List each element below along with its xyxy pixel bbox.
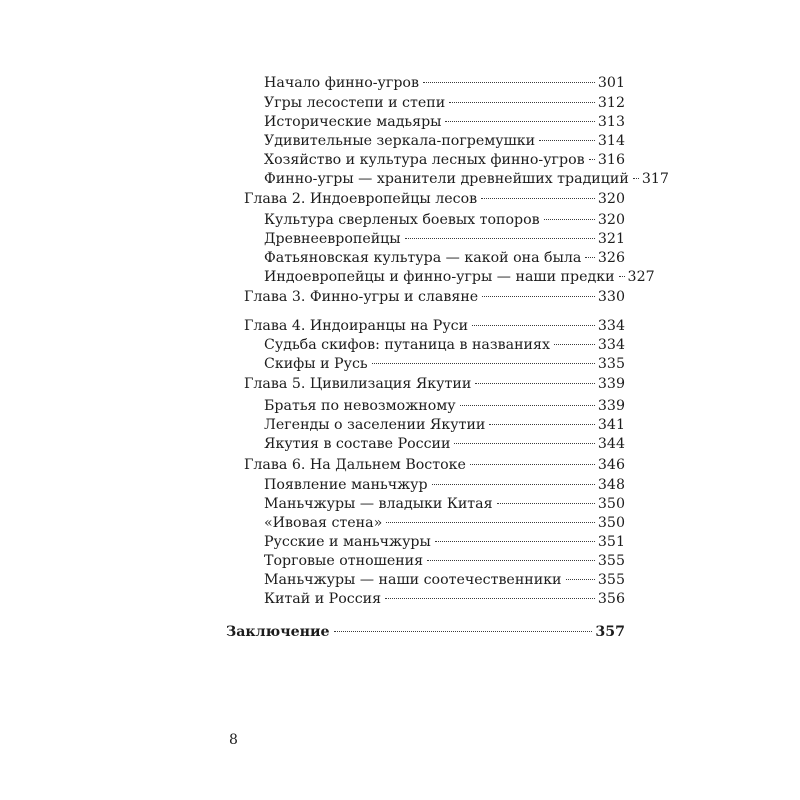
toc-conclusion-entry (226, 622, 625, 642)
toc-entry-page: 357 (595, 624, 625, 640)
toc-entry-page: 339 (597, 376, 625, 392)
dot-leader (589, 159, 595, 160)
dot-leader (470, 464, 595, 465)
dot-leader (460, 405, 595, 406)
dot-leader (449, 102, 595, 103)
toc-entry-page: 320 (597, 191, 625, 207)
toc-section-entry (264, 589, 625, 609)
toc-entry-page: 341 (597, 417, 625, 433)
toc-section-entry (264, 532, 625, 552)
toc-entry-title: Глава 2. Индоевропейцы лесов (244, 191, 478, 207)
toc-chapter-entry (244, 455, 625, 475)
toc-entry-page: 313 (597, 114, 625, 130)
toc-entry-title: Фатьяновская культура — какой она была (264, 250, 582, 266)
toc-entry-title: Появление маньчжур (264, 477, 428, 493)
toc-section-entry (264, 112, 625, 132)
toc-entry-page: 348 (597, 477, 625, 493)
toc-entry-page: 312 (597, 95, 625, 111)
toc-entry-title: Братья по невозможному (264, 398, 456, 414)
toc-entry-title: Маньчжуры — наши соотечественники (264, 572, 562, 588)
toc-entry-page: 321 (597, 231, 625, 247)
toc-chapter-entry (244, 189, 625, 209)
dot-leader (423, 82, 595, 83)
toc-entry-title: Глава 3. Финно-угры и славяне (244, 289, 479, 305)
toc-entry-title: Древнеевропейцы (264, 231, 401, 247)
toc-section-entry (264, 73, 625, 93)
dot-leader (472, 325, 595, 326)
toc-entry-page: 350 (597, 496, 625, 512)
toc-entry-page: 351 (597, 534, 625, 550)
dot-leader (489, 424, 595, 425)
toc-entry-title: Маньчжуры — владыки Китая (264, 496, 493, 512)
toc-entry-title: Глава 5. Цивилизация Якутии (244, 376, 472, 392)
toc-entry-title: Глава 4. Индоиранцы на Руси (244, 318, 469, 334)
toc-entry-title: Угры лесостепи и степи (264, 95, 446, 111)
toc-entry-page: 326 (597, 250, 625, 266)
toc-section-entry (264, 150, 625, 170)
toc-entry-page: 356 (597, 591, 625, 607)
toc-section-entry (264, 354, 625, 374)
toc-entry-title: Индоевропейцы и финно-угры — наши предки (264, 269, 615, 285)
toc-entry-title: Начало финно-угров (264, 75, 419, 91)
toc-entry-title: Хозяйство и культура лесных финно-угров (264, 152, 585, 168)
dot-leader (386, 522, 595, 523)
dot-leader (475, 383, 595, 384)
toc-chapter-entry (244, 316, 625, 336)
dot-leader (454, 443, 594, 444)
toc-section-entry (264, 434, 625, 454)
toc-entry-title: Скифы и Русь (264, 356, 368, 372)
dot-leader (585, 257, 595, 258)
toc-section-entry (264, 396, 625, 416)
toc-entry-page: 334 (597, 318, 625, 334)
toc-section-entry (264, 210, 625, 230)
dot-leader (544, 219, 595, 220)
toc-entry-page: 301 (597, 75, 625, 91)
toc-section-entry (264, 169, 669, 189)
page-number: 8 (229, 732, 238, 748)
toc-entry-page: 316 (597, 152, 625, 168)
toc-section-entry (264, 248, 625, 268)
dot-leader (334, 631, 593, 632)
dot-leader (554, 344, 595, 345)
toc-section-entry (264, 551, 625, 571)
dot-leader (405, 238, 595, 239)
dot-leader (497, 503, 595, 504)
dot-leader (435, 541, 595, 542)
toc-section-entry (264, 415, 625, 435)
toc-chapter-entry (244, 374, 625, 394)
dot-leader (633, 178, 639, 179)
toc-entry-title: Китай и Россия (264, 591, 382, 607)
dot-leader (385, 598, 595, 599)
dot-leader (445, 121, 594, 122)
toc-entry-title: Глава 6. На Дальнем Востоке (244, 457, 466, 473)
toc-entry-page: 355 (597, 553, 625, 569)
toc-chapter-entry (244, 287, 625, 307)
toc-entry-page: 335 (597, 356, 625, 372)
toc-entry-page: 334 (597, 337, 625, 353)
toc-entry-page: 339 (597, 398, 625, 414)
toc-section-entry (264, 513, 625, 533)
toc-section-entry (264, 131, 625, 151)
toc-entry-title: Торговые отношения (264, 553, 424, 569)
toc-entry-title: Финно-угры — хранители древнейших традиций (264, 171, 629, 187)
toc-entry-page: 350 (597, 515, 625, 531)
dot-leader (539, 140, 595, 141)
toc-entry-page: 346 (597, 457, 625, 473)
dot-leader (427, 560, 595, 561)
toc-entry-title: Судьба скифов: путаница в названиях (264, 337, 550, 353)
toc-entry-page: 320 (597, 212, 625, 228)
toc-section-entry (264, 267, 655, 287)
toc-entry-page: 327 (627, 269, 655, 285)
toc-entry-title: Культура сверленых боевых топоров (264, 212, 540, 228)
toc-section-entry (264, 93, 625, 113)
toc-section-entry (264, 229, 625, 249)
toc-section-entry (264, 570, 625, 590)
toc-entry-title: Удивительные зеркала-погремушки (264, 133, 536, 149)
toc-section-entry (264, 335, 625, 355)
toc-entry-title: Легенды о заселении Якутии (264, 417, 486, 433)
dot-leader (619, 276, 625, 277)
dot-leader (432, 484, 595, 485)
toc-entry-page: 355 (597, 572, 625, 588)
toc-entry-page: 314 (597, 133, 625, 149)
toc-entry-title: Русские и маньчжуры (264, 534, 431, 550)
toc-entry-title: Заключение (226, 624, 330, 640)
toc-entry-title: Исторические мадьяры (264, 114, 442, 130)
toc-entry-title: Якутия в составе России (264, 436, 451, 452)
toc-entry-page: 344 (597, 436, 625, 452)
toc-entry-page: 330 (597, 289, 625, 305)
toc-entry-page: 317 (641, 171, 669, 187)
dot-leader (481, 198, 595, 199)
toc-section-entry (264, 475, 625, 495)
dot-leader (566, 579, 595, 580)
dot-leader (372, 363, 595, 364)
toc-section-entry (264, 494, 625, 514)
dot-leader (482, 296, 595, 297)
toc-entry-title: «Ивовая стена» (264, 515, 383, 531)
